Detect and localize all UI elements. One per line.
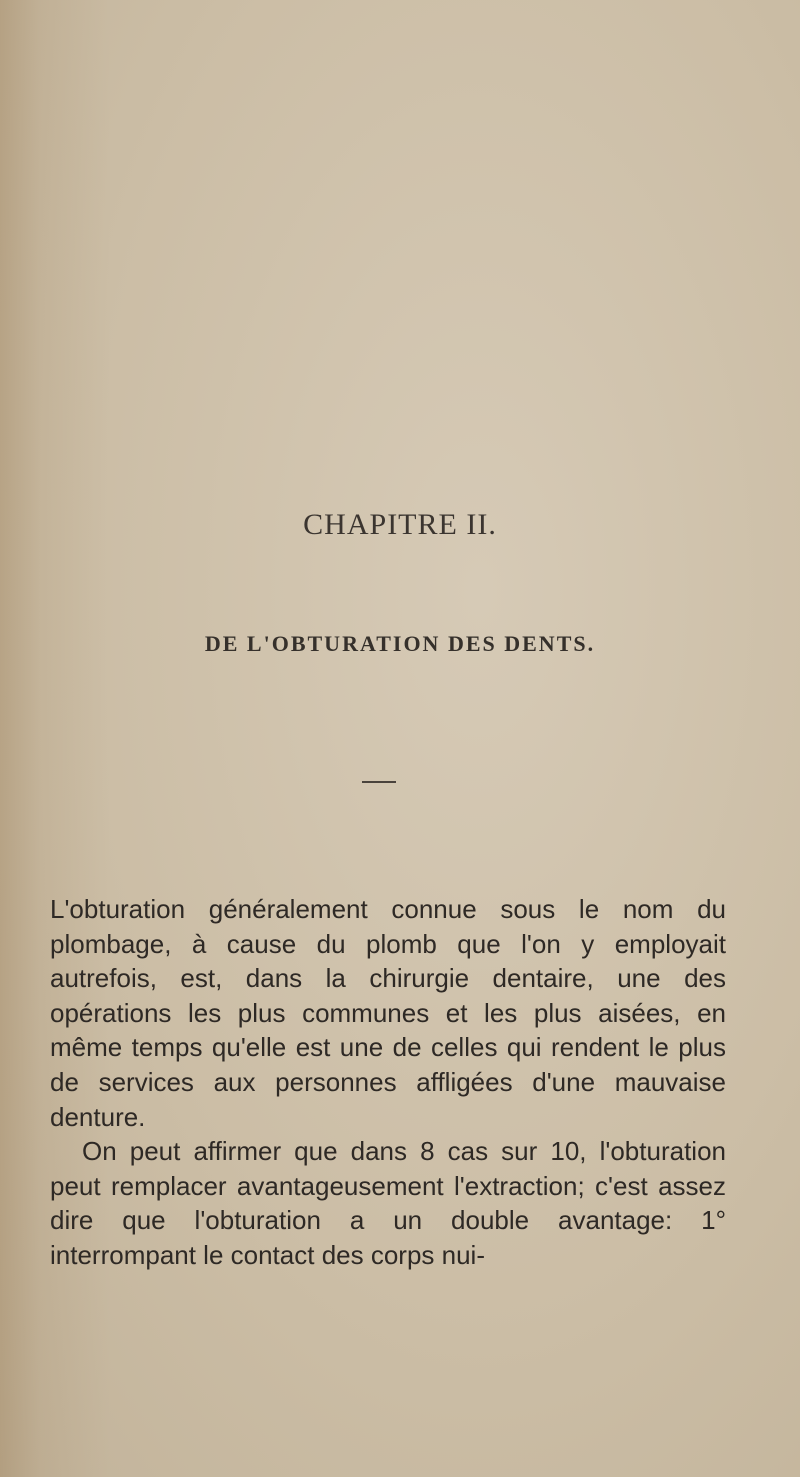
chapter-title: CHAPITRE II. [303, 508, 497, 541]
chapter-subtitle: DE L'OBTURATION DES DENTS. [204, 631, 596, 656]
section-divider [362, 781, 396, 783]
body-text [50, 892, 726, 1273]
paragraph: L'obturation généralement connue sous le nom du plombage, à cause du plomb que l'on y employait autrefois, est, dans la chirurgie dentaire, une des opérations les plus communes et les plus aisées, en même temps qu'elle est une de celles qui rendent le plus de services aux personnes affligées d'une mauvaise denture. [50, 894, 726, 1132]
paragraph: On peut affirmer que dans 8 cas sur 10, l'obturation peut remplacer avantageusement l'extraction; c'est assez dire que l'obturation a un double avantage: 1° interrompant le contact des corps nui- [50, 1136, 726, 1270]
